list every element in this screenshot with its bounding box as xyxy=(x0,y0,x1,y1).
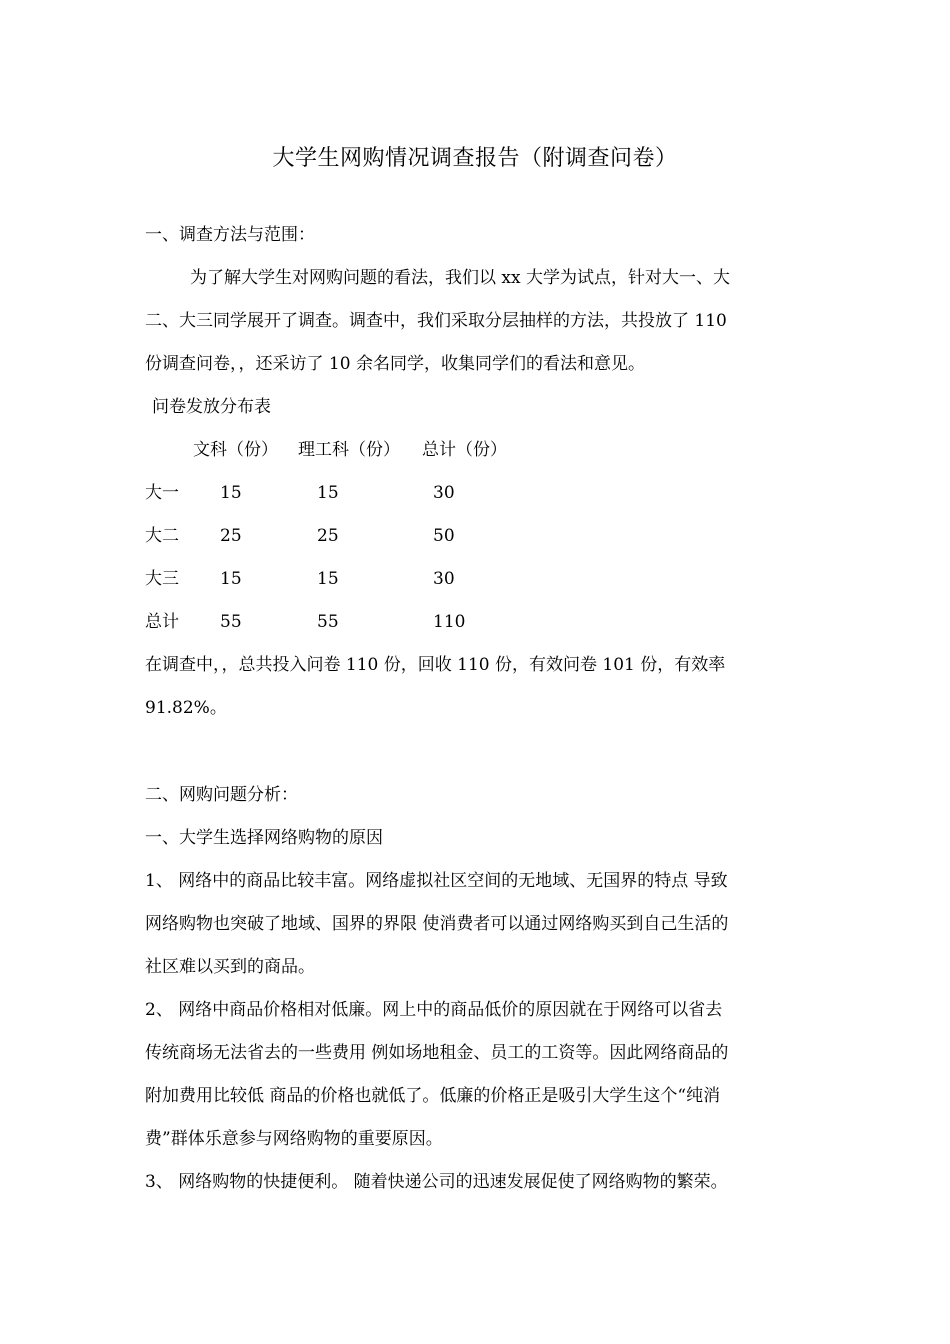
table-row-label: 大二 xyxy=(145,526,179,546)
section2-heading: 二、网购问题分析： xyxy=(145,785,298,805)
table-row-label: 大一 xyxy=(145,483,179,503)
section2-subheading: 一、大学生选择网络购物的原因 xyxy=(145,828,383,848)
table-cell: 110 xyxy=(433,612,466,632)
table-cell: 50 xyxy=(433,526,455,546)
table-row-label: 大三 xyxy=(145,569,179,589)
table-header-cell: 总计（份） xyxy=(422,440,507,460)
list-item-line: 网络购物也突破了地域、国界的界限 使消费者可以通过网络购买到自己生活的 xyxy=(145,914,729,934)
table-header-cell: 理工科（份） xyxy=(298,440,400,460)
table-cell: 30 xyxy=(433,483,455,503)
list-item-line: 传统商场无法省去的一些费用 例如场地租金、员工的工资等。因此网络商品的 xyxy=(145,1043,729,1063)
document-title: 大学生网购情况调查报告（附调查问卷） xyxy=(272,146,678,171)
section1-paragraph-line: 二、大三同学展开了调查。调查中，我们采取分层抽样的方法，共投放了 110 xyxy=(145,311,727,331)
table-cell: 15 xyxy=(317,569,339,589)
section1-paragraph-line: 为了解大学生对网购问题的看法，我们以 xx 大学为试点，针对大一、大 xyxy=(190,268,730,288)
list-item-line: 1、 网络中的商品比较丰富。网络虚拟社区空间的无地域、无国界的特点 导致 xyxy=(145,871,728,891)
table-cell: 15 xyxy=(220,483,242,503)
table-header-cell: 文科（份） xyxy=(193,440,278,460)
table-caption: 问卷发放分布表 xyxy=(152,397,271,417)
table-cell: 30 xyxy=(433,569,455,589)
summary-line: 91.82%。 xyxy=(145,698,227,718)
list-item-line: 3、 网络购物的快捷便利。 随着快递公司的迅速发展促使了网络购物的繁荣。 xyxy=(145,1172,728,1192)
section1-heading: 一、调查方法与范围： xyxy=(145,225,315,245)
list-item-line: 2、 网络中商品价格相对低廉。网上中的商品低价的原因就在于网络可以省去 xyxy=(145,1000,723,1020)
table-row-label: 总计 xyxy=(145,612,179,632)
summary-line: 在调查中，，总共投入问卷 110 份，回收 110 份，有效问卷 101 份，有效率 xyxy=(145,655,726,675)
section1-paragraph-line: 份调查问卷，，还采访了 10 余名同学，收集同学们的看法和意见。 xyxy=(145,354,645,374)
table-cell: 15 xyxy=(220,569,242,589)
list-item-line: 费”群体乐意参与网络购物的重要原因。 xyxy=(145,1129,443,1149)
list-item-line: 社区难以买到的商品。 xyxy=(145,957,315,977)
table-cell: 25 xyxy=(317,526,339,546)
table-cell: 15 xyxy=(317,483,339,503)
list-item-line: 附加费用比较低 商品的价格也就低了。低廉的价格正是吸引大学生这个“纯消 xyxy=(145,1086,721,1106)
table-cell: 55 xyxy=(220,612,242,632)
table-cell: 25 xyxy=(220,526,242,546)
table-cell: 55 xyxy=(317,612,339,632)
